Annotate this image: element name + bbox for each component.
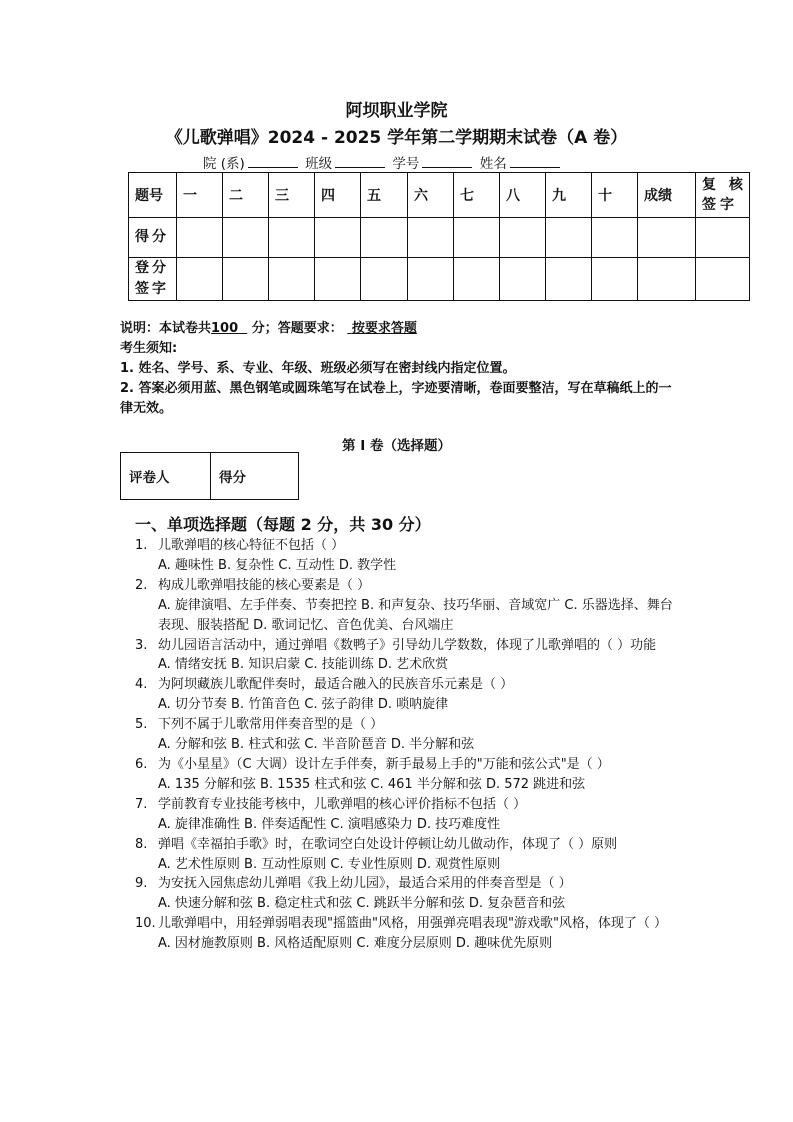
question-number: 10. — [135, 916, 156, 932]
question-number: 4. — [135, 677, 148, 693]
question-item — [135, 914, 675, 954]
score-cell[interactable] — [638, 218, 696, 258]
score-cell[interactable] — [361, 258, 408, 301]
score-cell[interactable] — [638, 258, 696, 301]
question-text: 下列不属于儿歌常用伴奏音型的是（ ） — [158, 717, 384, 733]
question-options: A. 艺术性原则 B. 互动性原则 C. 专业性原则 D. 观赏性原则 — [158, 856, 501, 872]
score-cell[interactable] — [408, 258, 454, 301]
question-number: 9. — [135, 876, 148, 892]
question-options: A. 快速分解和弦 B. 稳定柱式和弦 C. 跳跃半分解和弦 D. 复杂琶音和弦 — [158, 896, 566, 912]
student-id-blank[interactable] — [422, 155, 472, 168]
score-cell[interactable] — [696, 218, 750, 258]
score-cell[interactable] — [361, 218, 408, 258]
question-options: A. 切分节奏 B. 竹笛音色 C. 弦子韵律 D. 唢呐旋律 — [158, 697, 449, 713]
question-text: 构成儿歌弹唱技能的核心要素是（ ） — [158, 577, 371, 593]
name-blank[interactable] — [510, 155, 560, 168]
score-header-cell: 复 核 签字 — [696, 173, 750, 218]
answer-requirement: 按要求答题 — [351, 321, 417, 336]
department-blank[interactable] — [248, 155, 298, 168]
score-cell[interactable] — [408, 218, 454, 258]
field-label-department: 院 (系) — [203, 156, 245, 172]
instructions — [120, 319, 680, 419]
score-header-cell: 二 — [223, 173, 269, 218]
question-options: A. 135 分解和弦 B. 1535 柱式和弦 C. 461 半分解和弦 D. 572 跳进和弦 — [158, 776, 586, 792]
score-cell[interactable] — [269, 258, 315, 301]
score-row-label: 得分 — [129, 218, 177, 258]
score-header-cell: 成绩 — [638, 173, 696, 218]
question-item — [135, 835, 675, 875]
notice-item: 1. 姓名、学号、系、专业、年级、班级必须写在密封线内指定位置。 — [120, 361, 516, 376]
score-row-label: 登分 签字 — [129, 258, 177, 301]
question-number: 3. — [135, 637, 148, 653]
question-text: 为《小星星》（C 大调）设计左手伴奏，新手最易上手的"万能和弦公式"是（ ） — [158, 756, 610, 772]
volume-title: 第 I 卷（选择题） — [342, 438, 451, 454]
score-cell[interactable] — [546, 258, 592, 301]
score-cell[interactable] — [592, 258, 638, 301]
question-options: A. 分解和弦 B. 柱式和弦 C. 半音阶琶音 D. 半分解和弦 — [158, 737, 475, 753]
question-text: 为安抚入园焦虑幼儿弹唱《我上幼儿园》，最适合采用的伴奏音型是（ ） — [158, 876, 572, 892]
question-item — [135, 576, 675, 636]
score-cell[interactable] — [546, 218, 592, 258]
question-number: 8. — [135, 836, 148, 852]
question-text: 学前教育专业技能考核中，儿歌弹唱的核心评价指标不包括（ ） — [158, 796, 527, 812]
score-cell[interactable] — [223, 258, 269, 301]
score-cell[interactable] — [177, 258, 223, 301]
section-title: 一、单项选择题（每题 2 分，共 30 分） — [135, 515, 431, 534]
school-name: 阿坝职业学院 — [345, 101, 448, 121]
question-text: 儿歌弹唱中，用轻弹弱唱表现"摇篮曲"风格，用强弹亮唱表现"游戏歌"风格，体现了（ ） — [158, 916, 668, 932]
score-header-cell: 五 — [361, 173, 408, 218]
question-item — [135, 795, 675, 835]
score-table — [128, 172, 750, 301]
question-list — [135, 536, 675, 954]
class-blank[interactable] — [335, 155, 385, 168]
field-label-name: 姓名 — [479, 156, 507, 172]
question-item — [135, 715, 675, 755]
score-header-cell: 六 — [408, 173, 454, 218]
question-item — [135, 755, 675, 795]
score-cell[interactable] — [315, 218, 361, 258]
student-info-line — [203, 152, 563, 172]
grader-label: 评卷人 — [121, 453, 211, 500]
score-cell[interactable] — [592, 218, 638, 258]
notice-title: 考生须知: — [120, 341, 178, 356]
question-text: 儿歌弹唱的核心特征不包括（ ） — [158, 538, 345, 553]
question-number: 6. — [135, 756, 148, 772]
score-cell[interactable] — [454, 258, 500, 301]
score-cell[interactable] — [500, 258, 546, 301]
score-cell[interactable] — [500, 218, 546, 258]
question-options: A. 因材施教原则 B. 风格适配原则 C. 难度分层原则 D. 趣味优先原则 — [158, 936, 553, 952]
question-number: 7. — [135, 796, 148, 812]
score-cell[interactable] — [454, 218, 500, 258]
question-item — [135, 636, 675, 676]
score-header-cell: 三 — [269, 173, 315, 218]
field-label-student-id: 学号 — [392, 156, 420, 172]
question-item — [135, 874, 675, 914]
score-header-cell: 题号 — [129, 173, 177, 218]
question-options: A. 旋律准确性 B. 伴奏适配性 C. 演唱感染力 D. 技巧难度性 — [158, 816, 501, 832]
question-options: A. 趣味性 B. 复杂性 C. 互动性 D. 教学性 — [158, 557, 397, 573]
question-options: A. 情绪安抚 B. 知识启蒙 C. 技能训练 D. 艺术欣赏 — [158, 657, 449, 673]
total-score: 100 — [211, 321, 239, 336]
score-cell[interactable] — [315, 258, 361, 301]
question-item — [135, 675, 675, 715]
score-header-cell: 八 — [500, 173, 546, 218]
notice-item: 2. 答案必须用蓝、黑色钢笔或圆珠笔写在试卷上，字迹要清晰，卷面要整洁，写在草稿纸上的一律无效。 — [120, 381, 672, 416]
score-cell[interactable] — [177, 218, 223, 258]
grader-table — [120, 452, 299, 500]
question-number: 2. — [135, 577, 148, 593]
question-item — [135, 536, 675, 576]
score-cell[interactable] — [223, 218, 269, 258]
exam-note: 说明：本试卷共100 分；答题要求： 按要求答题 — [120, 321, 417, 336]
score-cell[interactable] — [696, 258, 750, 301]
question-number: 5. — [135, 717, 148, 733]
score-header-cell: 四 — [315, 173, 361, 218]
score-label: 得分 — [211, 453, 299, 500]
field-label-class: 班级 — [305, 156, 333, 172]
score-header-cell: 九 — [546, 173, 592, 218]
question-text: 为阿坝藏族儿歌配伴奏时，最适合融入的民族音乐元素是（ ） — [158, 677, 514, 693]
score-header-cell: 一 — [177, 173, 223, 218]
question-options: A. 旋律演唱、左手伴奏、节奏把控 B. 和声复杂、技巧华丽、音域宽广 C. 乐器选择、舞台表现、服装搭配 D. 歌词记忆、音色优美、台风端庄 — [158, 597, 673, 633]
question-text: 幼儿园语言活动中，通过弹唱《数鸭子》引导幼儿学数数，体现了儿歌弹唱的（ ）功能 — [158, 637, 657, 653]
score-header-cell: 七 — [454, 173, 500, 218]
exam-title: 《儿歌弹唱》2024 - 2025 学年第二学期期末试卷（A 卷） — [165, 128, 628, 148]
question-number: 1. — [135, 538, 148, 553]
question-text: 弹唱《幸福拍手歌》时，在歌词空白处设计停顿让幼儿做动作，体现了（ ）原则 — [158, 836, 618, 852]
score-cell[interactable] — [269, 218, 315, 258]
score-header-cell: 十 — [592, 173, 638, 218]
